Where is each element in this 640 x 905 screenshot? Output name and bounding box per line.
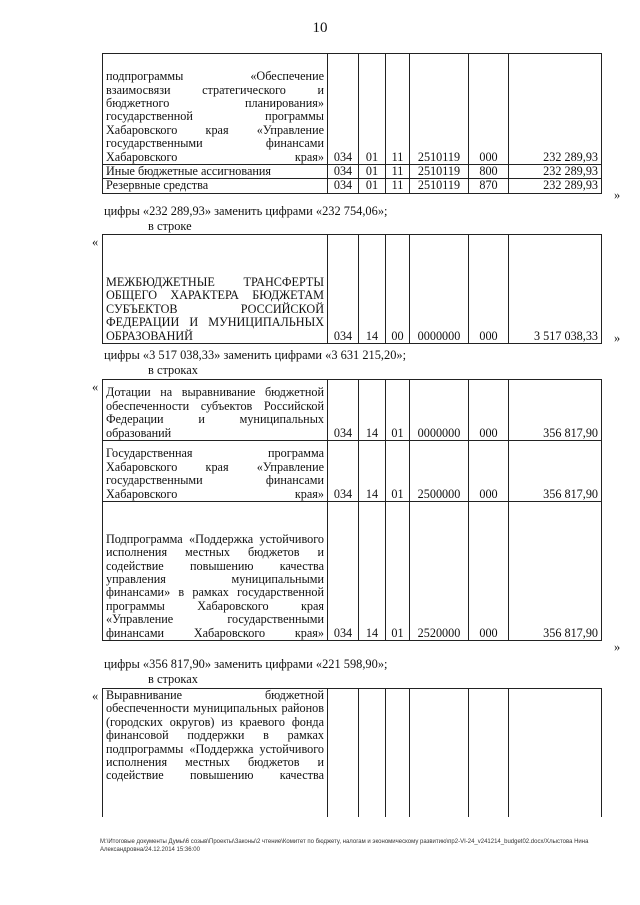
sum-cell: 232 289,93 — [509, 54, 602, 165]
code-cell: 034 — [328, 165, 359, 179]
code-cell: 14 — [359, 235, 386, 344]
code-cell: 01 — [359, 165, 386, 179]
budget-table-2 — [102, 234, 602, 344]
code-cell: 2500000 — [410, 441, 469, 502]
close-quote: » — [614, 640, 621, 654]
code-cell: 034 — [328, 441, 359, 502]
code-cell: 11 — [386, 179, 410, 193]
table-row — [103, 689, 602, 818]
code-cell — [386, 689, 410, 818]
close-quote: » — [614, 188, 621, 202]
code-cell: 2510119 — [410, 165, 469, 179]
code-cell: 2520000 — [410, 502, 469, 641]
code-cell — [469, 689, 509, 818]
code-cell: 034 — [328, 380, 359, 441]
open-quote: « — [92, 689, 99, 703]
sum-cell: 232 289,93 — [509, 179, 602, 193]
code-cell: 034 — [328, 54, 359, 165]
code-cell: 01 — [359, 54, 386, 165]
row-name: подпрограммы «Обеспечение взаимосвязи стратегического и бюджетного планирования» государственной программы Хабаровского края «Управление государственными финансами Хабаровского края» — [103, 54, 328, 165]
row-name: Резервные средства — [103, 179, 328, 193]
code-cell: 14 — [359, 441, 386, 502]
row-name: Выравнивание бюджетной обеспеченности муниципальных районов (городских округов) из краевого фонда финансовой поддержки в рамках подпрограммы «Поддержка устойчивого исполнения местных бюджетов и содействие повышению качества — [103, 689, 328, 818]
instruction-2: цифры «3 517 038,33» заменить цифрами «3 631 215,20»; — [104, 348, 407, 362]
open-quote: « — [92, 235, 99, 249]
budget-table-1 — [102, 53, 602, 194]
table-row — [103, 441, 602, 502]
row-name: МЕЖБЮДЖЕТНЫЕ ТРАНСФЕРТЫ ОБЩЕГО ХАРАКТЕРА БЮДЖЕТАМ СУБЪЕКТОВ РОССИЙСКОЙ ФЕДЕРАЦИИ И МУНИЦИПАЛЬНЫХ ОБРАЗОВАНИЙ — [103, 235, 328, 344]
instruction-3: цифры «356 817,90» заменить цифрами «221 598,90»; — [104, 657, 388, 671]
code-cell: 11 — [386, 165, 410, 179]
budget-table-3 — [102, 379, 602, 641]
sum-cell: 356 817,90 — [509, 502, 602, 641]
page-number: 10 — [312, 20, 328, 36]
sum-cell: 232 289,93 — [509, 165, 602, 179]
code-cell — [359, 689, 386, 818]
table-row — [103, 502, 602, 641]
code-cell: 000 — [469, 502, 509, 641]
code-cell: 000 — [469, 441, 509, 502]
code-cell: 0000000 — [410, 235, 469, 344]
code-cell: 2510119 — [410, 54, 469, 165]
code-cell: 01 — [386, 502, 410, 641]
code-cell: 01 — [386, 380, 410, 441]
row-name: Государственная программа Хабаровского края «Управление государственными финансами Хабаровского края» — [103, 441, 328, 502]
code-cell: 14 — [359, 380, 386, 441]
code-cell: 01 — [359, 179, 386, 193]
code-cell — [328, 689, 359, 818]
sum-cell — [509, 689, 602, 818]
label-in-rows: в строках — [148, 672, 198, 686]
code-cell: 11 — [386, 54, 410, 165]
code-cell: 00 — [386, 235, 410, 344]
code-cell: 034 — [328, 235, 359, 344]
code-cell: 000 — [469, 54, 509, 165]
label-in-rows: в строках — [148, 363, 198, 377]
row-name: Подпрограмма «Поддержка устойчивого исполнения местных бюджетов и содействие повышению качества управления муниципальными финансами» в рамках государственной программы Хабаровского края «Управление государственными финансами Хабаровского края» — [103, 502, 328, 641]
open-quote: « — [92, 380, 99, 394]
table-row — [103, 165, 602, 179]
sum-cell: 356 817,90 — [509, 441, 602, 502]
close-quote: » — [614, 331, 621, 345]
code-cell: 870 — [469, 179, 509, 193]
code-cell: 0000000 — [410, 380, 469, 441]
code-cell: 000 — [469, 380, 509, 441]
table-row — [103, 235, 602, 344]
row-name: Иные бюджетные ассигнования — [103, 165, 328, 179]
code-cell: 034 — [328, 179, 359, 193]
code-cell: 2510119 — [410, 179, 469, 193]
sum-cell: 356 817,90 — [509, 380, 602, 441]
file-path-footer: M:\Итоговые документы Думы\6 созыв\Проекты\Законы\2 чтение\Комитет по бюджету, налогам и экономическому развитию\пр2-VI-24_v241214_budget02.docx/Хлыстова Нина Александровна/24.12.2014 15:36:00 — [100, 839, 589, 853]
table-row — [103, 179, 602, 193]
code-cell: 14 — [359, 502, 386, 641]
table-row — [103, 54, 602, 165]
code-cell — [410, 689, 469, 818]
table-row — [103, 380, 602, 441]
code-cell: 034 — [328, 502, 359, 641]
instruction-1: цифры «232 289,93» заменить цифрами «232 754,06»; — [104, 204, 388, 218]
row-name: Дотации на выравнивание бюджетной обеспеченности субъектов Российской Федерации и муниципальных образований — [103, 380, 328, 441]
sum-cell: 3 517 038,33 — [509, 235, 602, 344]
budget-table-4 — [102, 688, 602, 817]
label-in-row: в строке — [148, 219, 192, 233]
code-cell: 01 — [386, 441, 410, 502]
code-cell: 800 — [469, 165, 509, 179]
code-cell: 000 — [469, 235, 509, 344]
